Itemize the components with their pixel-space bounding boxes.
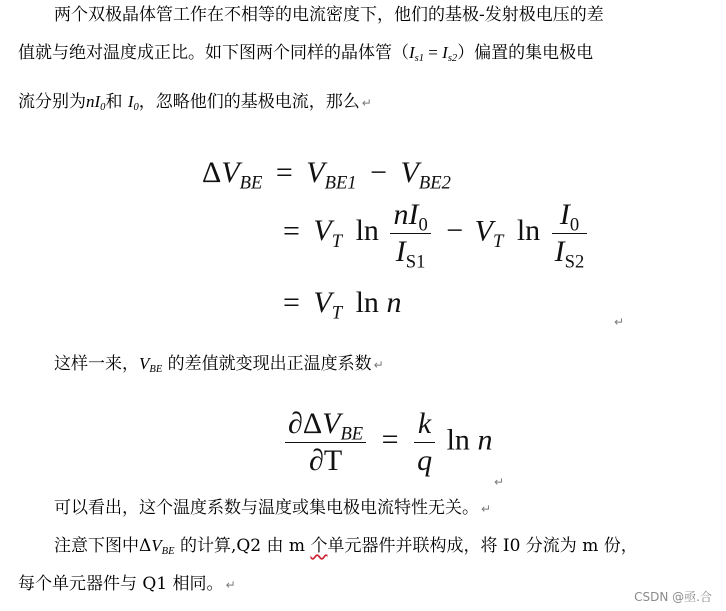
para4-line2-text: 每个单元器件与 Q1 相同。 <box>18 574 224 594</box>
paragraph-mark: ↵ <box>361 96 372 110</box>
cond-equals: = <box>424 43 443 62</box>
para3-text: 可以看出，这个温度系数与温度或集电极电流特性无关。 <box>54 498 479 518</box>
spellcheck-underline: 个 <box>310 536 328 556</box>
para4-line2 <box>18 572 236 597</box>
para1-line1 <box>54 3 604 27</box>
para4-text-mid: 的计算,Q2 由 m <box>174 536 311 556</box>
delta-symbol: Δ <box>139 536 152 556</box>
paragraph-mark: ↵ <box>481 502 492 516</box>
para1-line3-text: 流分别为 <box>18 92 86 112</box>
para1-line2-text-end: ）偏置的集电极电 <box>457 43 594 63</box>
equation1-row3: = $V_T$ ln n <box>283 286 402 324</box>
vbe-symbol: $V_{BE}$ <box>151 536 175 558</box>
para1-line2-text: 值就与绝对温度成正比。如下图两个同样的晶体管（ <box>18 43 409 63</box>
paragraph-mark: ↵ <box>614 315 625 329</box>
equation1-row2: = $V_T$ ln $\frac{nI_0}{I_{S1}}$ − $V_T$ ln $\frac{I_0}{I_{S2}}$ <box>283 200 591 267</box>
para2-text: 这样一来， <box>54 354 139 374</box>
para1-line3-text-end: ，忽略他们的基极电流，那么 <box>138 92 360 112</box>
para4-text: 注意下图中 <box>54 536 139 556</box>
current-nI0: $nI_0$ <box>86 92 106 114</box>
paragraph-mark: ↵ <box>225 578 236 592</box>
and-text: 和 <box>105 92 128 112</box>
fraction-nI0-over-IS1: $\frac{nI_0}{I_{S1}}$ <box>390 200 430 267</box>
para1-line3 <box>18 90 372 115</box>
paragraph-mark: ↵ <box>373 358 384 372</box>
para3 <box>54 496 491 521</box>
para1-line2 <box>18 41 593 65</box>
csdn-watermark: CSDN @亟.合 <box>634 590 712 604</box>
equation1-row1: $\Delta V_{BE} = V_{BE1} - V_{BE2}$ <box>202 156 451 194</box>
equation2: $\frac{\partial\Delta V_{BE}}{\partial T}$ = $\frac{k}{q}$ ln n <box>285 409 492 476</box>
para2 <box>54 352 384 377</box>
para1-line1-text: 两个双极晶体管工作在不相等的电流密度下，他们的基极-发射极电压的差 <box>54 5 604 25</box>
fraction-dVbe-over-dT: $\frac{\partial\Delta V_{BE}}{\partial T}$ <box>285 409 366 476</box>
vbe-symbol: $V_{BE}$ <box>139 354 163 376</box>
cond-is1: $I_{s1}$ <box>409 43 425 65</box>
fraction-k-over-q: $\frac{k}{q}$ <box>414 409 435 476</box>
paragraph-mark: ↵ <box>494 475 505 489</box>
para4-line1 <box>54 534 638 558</box>
para2-text-end: 的差值就变现出正温度系数 <box>162 354 372 374</box>
para4-text-end: 单元器件并联构成，将 I0 分流为 m 份， <box>327 536 638 556</box>
cond-is2: $I_{s2}$ <box>442 43 458 65</box>
fraction-I0-over-IS2: $\frac{I_0}{I_{S2}}$ <box>552 200 588 267</box>
current-I0: $I_0$ <box>127 92 139 114</box>
